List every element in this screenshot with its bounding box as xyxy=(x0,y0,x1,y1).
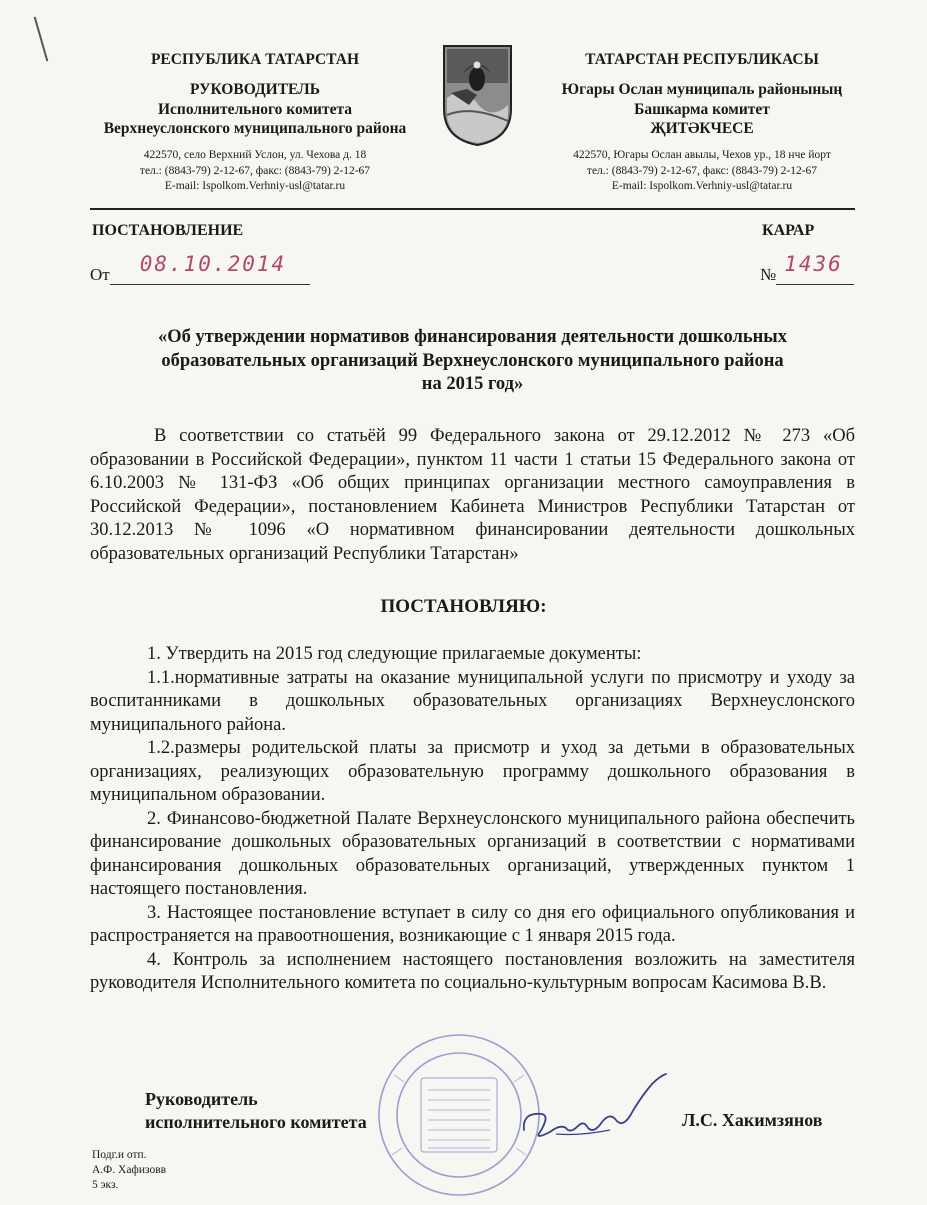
number-field xyxy=(776,252,854,285)
title-line-2: образовательных организаций Верхнеуслонского муниципального района xyxy=(161,350,784,371)
date-field xyxy=(110,252,310,285)
head-title-tt: ҖИТӘКЧЕСЕ xyxy=(650,120,754,138)
email-tt: E-mail: Ispolkom.Verhniy-usl@tatar.ru xyxy=(611,179,793,192)
handwritten-signature xyxy=(520,1072,670,1152)
date-prefix: От xyxy=(90,265,110,284)
decree-heading: ПОСТАНОВЛЯЮ: xyxy=(380,596,547,617)
scan-mark-line xyxy=(34,17,49,62)
number-row xyxy=(760,252,854,285)
district-line-ru: Верхнеуслонского муниципального района xyxy=(103,120,407,138)
number-prefix: № xyxy=(760,265,777,284)
committee-line-ru: Исполнительного комитета xyxy=(157,100,353,118)
decree-items xyxy=(90,643,855,996)
doc-type-tt: КАРАР xyxy=(762,222,815,239)
district-line-tt: Югары Ослан муниципаль районының xyxy=(561,80,843,98)
header-left xyxy=(55,50,455,194)
item-4: 4. Контроль за исполнением настоящего постановления возложить на заместителя руководителя Исполнительного комитета по социально-культурным вопросам Касимова В.В. xyxy=(90,949,855,993)
committee-line-tt: Башкарма комитет xyxy=(634,100,770,118)
head-title-ru: РУКОВОДИТЕЛЬ xyxy=(190,80,320,98)
phone-tt: тел.: (8843-79) 2-12-67, факс: (8843-79) 2-12-67 xyxy=(586,164,818,177)
item-1: 1. Утвердить на 2015 год следующие прилагаемые документы: xyxy=(147,644,642,664)
email-ru: E-mail: Ispolkom.Verhniy-usl@tatar.ru xyxy=(164,179,346,192)
title-line-1: «Об утверждении нормативов финансирования деятельности дошкольных xyxy=(158,327,787,347)
footer-notes xyxy=(92,1148,166,1193)
doc-type-ru: ПОСТАНОВЛЕНИЕ xyxy=(92,222,244,239)
footer-author: А.Ф. Хафизовв xyxy=(92,1164,167,1176)
date-value: 08.10.2014 xyxy=(139,252,287,276)
item-1-1: 1.1.нормативные затраты на оказание муниципальной услуги по присмотру и уходу за воспитанниками в дошкольных образовательных организациях Верхнеуслонского муниципального района. xyxy=(90,667,855,735)
phone-ru: тел.: (8843-79) 2-12-67, факс: (8843-79) 2-12-67 xyxy=(139,164,371,177)
coat-of-arms-emblem xyxy=(441,43,514,147)
number-value: 1436 xyxy=(784,252,843,276)
date-row xyxy=(90,252,310,285)
signature-role-line-2: исполнительного комитета xyxy=(145,1112,367,1132)
preamble-paragraph: В соответствии со статьёй 99 Федерального закона от 29.12.2012 № 273 «Об образовании в Российской Федерации», пунктом 11 части 1 статьи 15 Федерального закона от 6.10.2003 № 131-ФЗ «Об общих принципах организации местного самоуправления в Российской Федерации», постановлением Кабинета Министров Республики Татарстан от 30.12.2013 № 1096 «О нормативном финансировании деятельности дошкольных образовательных организаций Республики Татарстан» xyxy=(90,426,855,564)
address-ru: 422570, село Верхний Услон, ул. Чехова д. 18 xyxy=(143,149,367,162)
item-3: 3. Настоящее постановление вступает в силу со дня его официального опубликования и распространяется на правоотношения, возникающие с 1 января 2015 года. xyxy=(90,902,855,946)
title-line-3: на 2015 год» xyxy=(421,374,524,394)
signatory-name: Л.С. Хакимзянов xyxy=(682,1110,823,1130)
item-1-2: 1.2.размеры родительской платы за присмотр и уход за детьми в образовательных организациях, реализующих образовательную программу дошкольного образования в муниципальном образовании. xyxy=(90,738,855,805)
document-title xyxy=(70,326,875,397)
preamble-block xyxy=(90,425,855,566)
republic-name-tt: ТАТАРСТАН РЕСПУБЛИКАСЫ xyxy=(585,51,819,68)
footer-prepared: Подг.и отп. xyxy=(92,1149,147,1161)
address-tt: 422570, Югары Ослан авылы, Чехов ур., 18 нче йорт xyxy=(573,149,831,162)
header-right xyxy=(512,50,892,194)
signature-role xyxy=(145,1088,367,1134)
item-2: 2. Финансово-бюджетной Палате Верхнеуслонского муниципального района обеспечить финансирование дошкольных образовательных организаций в соответствии с нормативами финансирования дошкольных образовательных организаций, утвержденных пунктом 1 настоящего постановления. xyxy=(90,808,855,899)
signature-role-line-1: Руководитель xyxy=(145,1089,258,1109)
official-stamp xyxy=(374,1030,544,1200)
republic-name-ru: РЕСПУБЛИКА ТАТАРСТАН xyxy=(150,51,360,68)
footer-copies: 5 экз. xyxy=(92,1179,119,1191)
header-divider xyxy=(90,208,855,210)
